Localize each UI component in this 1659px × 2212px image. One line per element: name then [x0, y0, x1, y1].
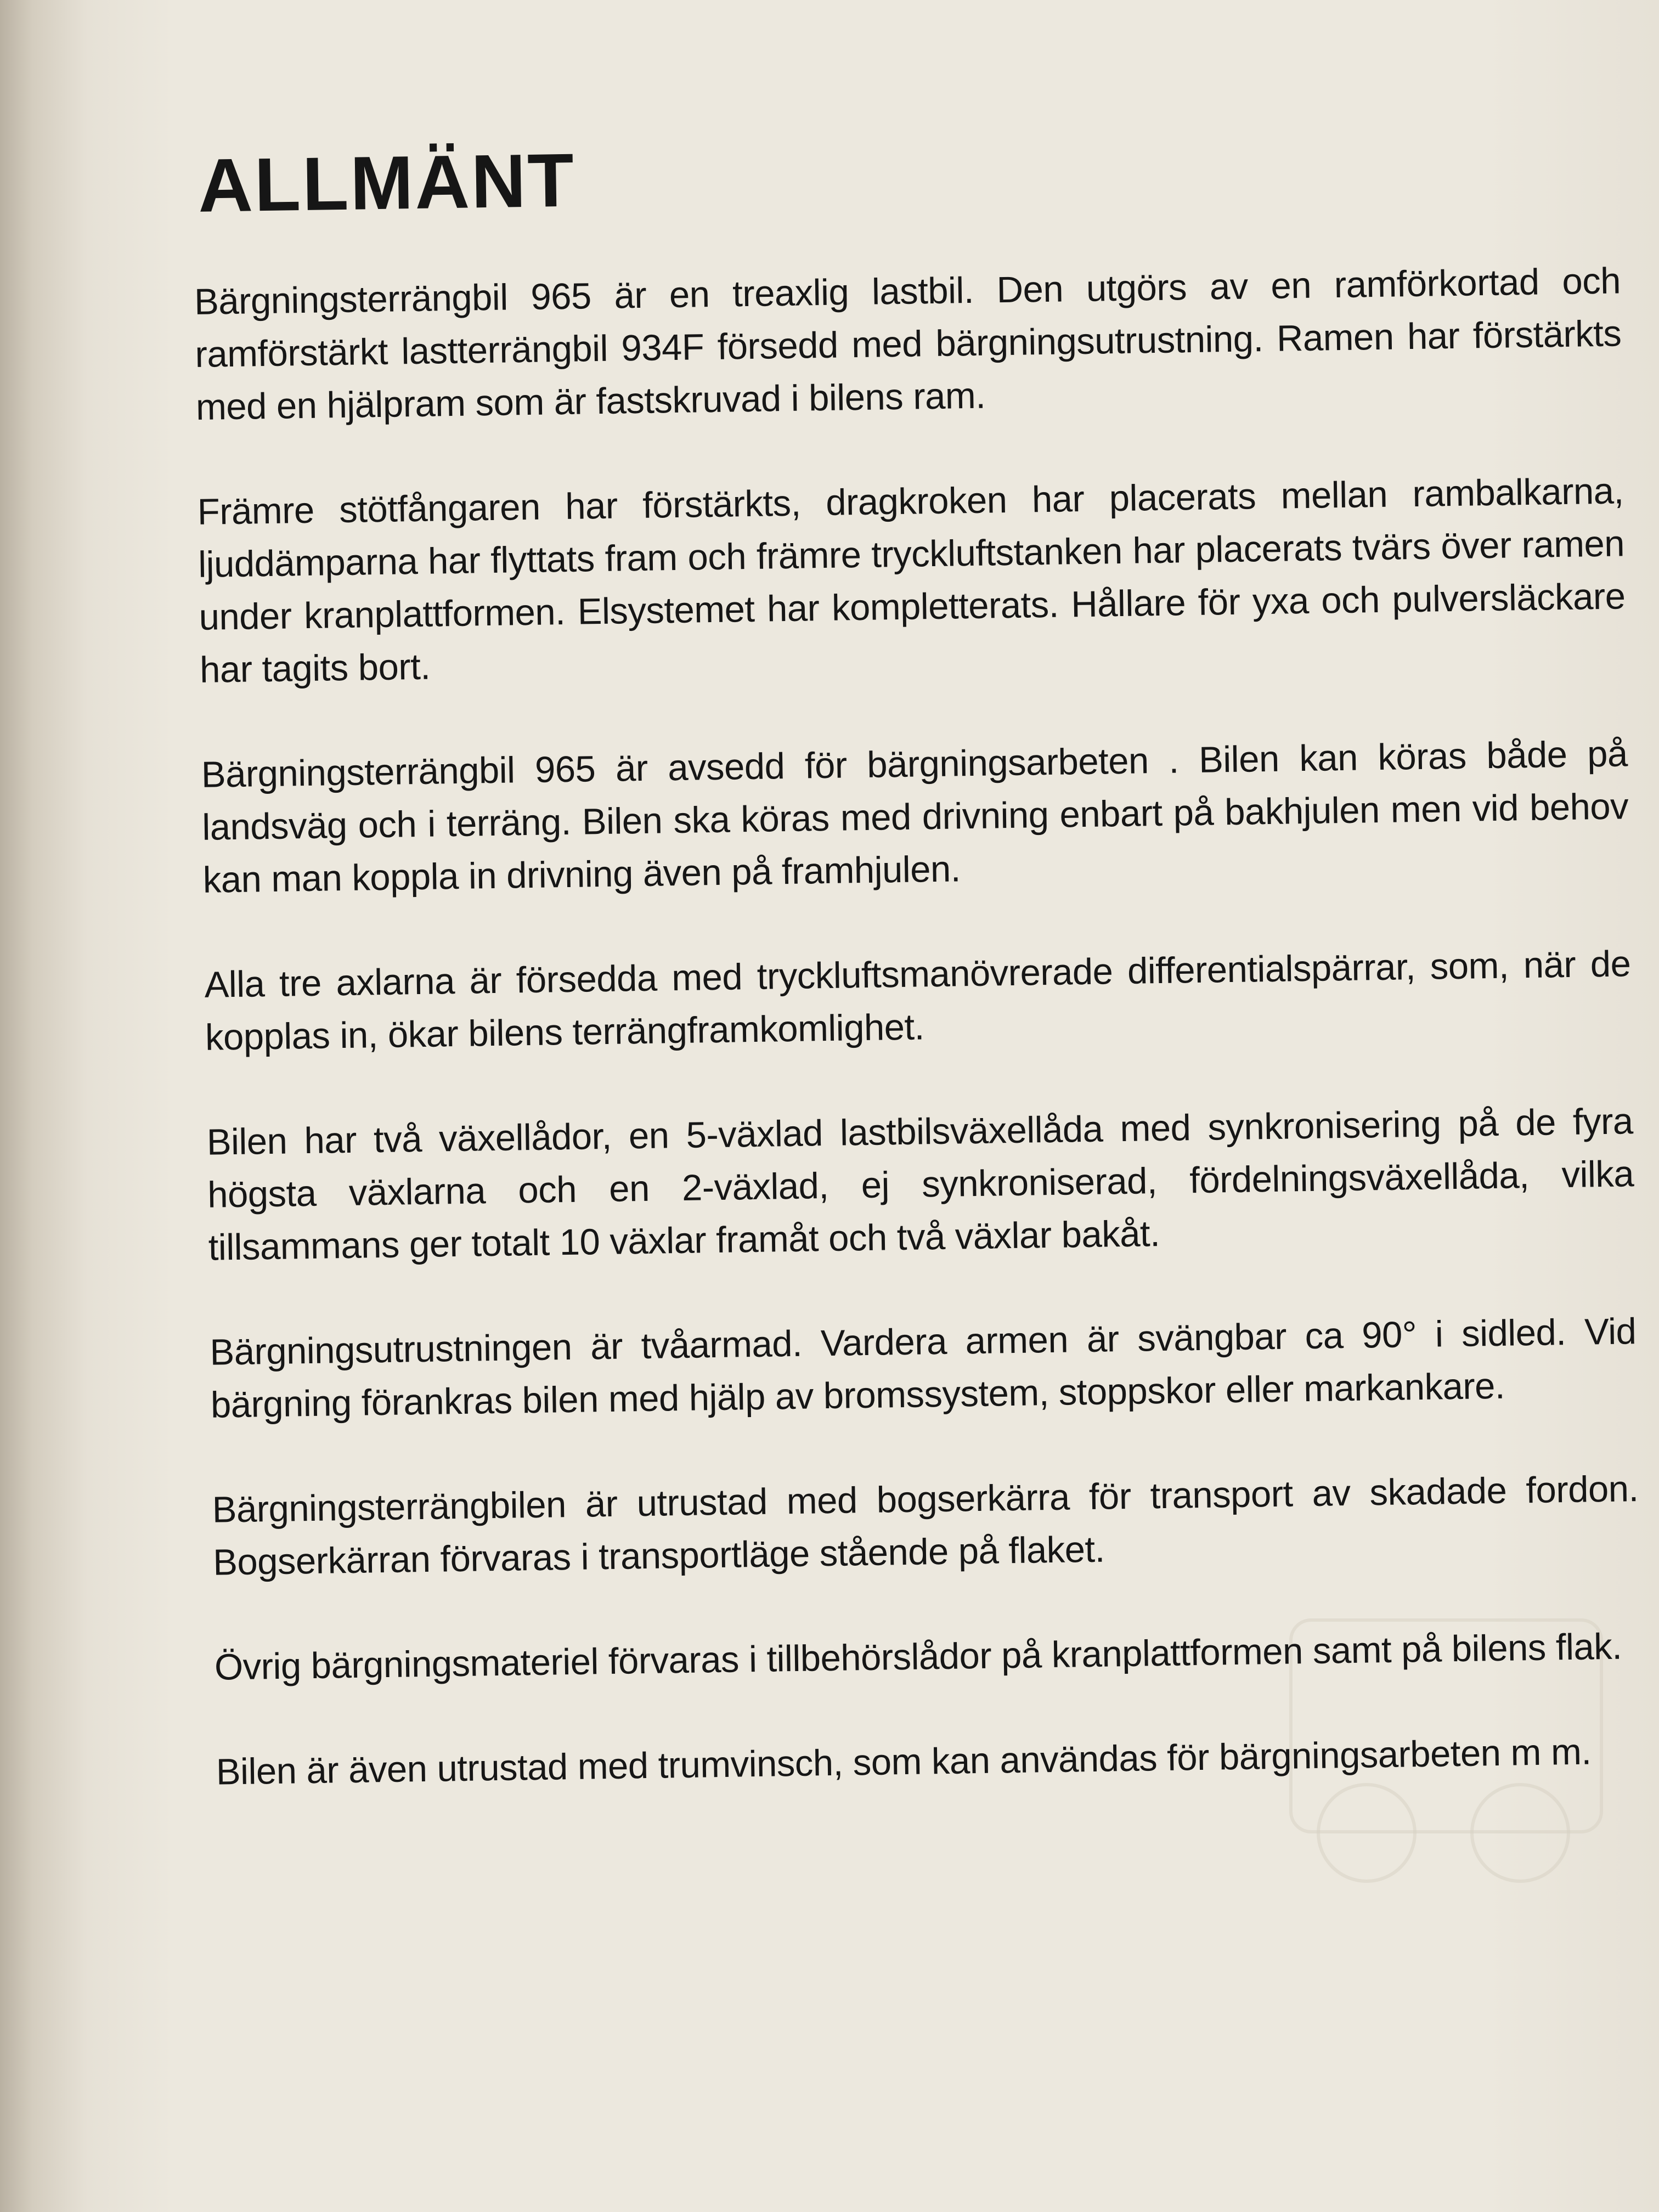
paragraph: Bärgningsterrängbil 965 är en treaxlig lastbil. Den utgörs av en ramförkortad och ramförstärkt lastterrängbil 934F försedd med bärgningsutrustning. Ramen har förstärkts med en hjälpram som är fastskruvad i bilens ram.	[194, 260, 1622, 428]
paragraph: Övrig bärgningsmateriel förvaras i tillbehörslådor på kranplattformen samt på bilens flak.	[214, 1626, 1622, 1688]
paragraph: Bärgningsterrängbilen är utrustad med bogserkärra för transport av skadade fordon. Bogserkärran förvaras i transportläge stående på flaket.	[212, 1468, 1639, 1583]
paragraph: Främre stötfångaren har förstärkts, dragkroken har placerats mellan rambalkarna, ljuddämparna har flyttats fram och främre tryckluftstanken har placerats tvärs över ramen under kranplattformen. Elsystemet har kompletterats. Hållare för yxa och pulversläckare har tagits bort.	[197, 470, 1626, 691]
page-content	[192, 127, 1644, 1850]
paragraph: Bärgningsterrängbil 965 är avsedd för bärgningsarbeten . Bilen kan köras både på landsväg och i terräng. Bilen ska köras med drivning enbart på bakhjulen men vid behov kan man koppla in drivning även på framhjulen.	[201, 733, 1629, 901]
paragraph: Bärgningsutrustningen är tvåarmad. Vardera armen är svängbar ca 90° i sidled. Vid bärgning förankras bilen med hjälp av bromssystem, stoppskor eller markankare.	[210, 1311, 1637, 1426]
paragraph: Bilen är även utrustad med trumvinsch, som kan användas för bärgningsarbeten m m.	[216, 1731, 1592, 1793]
section-heading: ALLMÄNT	[197, 138, 576, 228]
paragraph: Alla tre axlarna är försedda med tryckluftsmanövrerade differentialspärrar, som, när de kopplas in, ökar bilens terrängframkomlighet.	[204, 943, 1631, 1058]
paragraph: Bilen har två växellådor, en 5-växlad lastbilsväxellåda med synkronisering på de fyra högsta växlarna och en 2-växlad, ej synkroniserad, fördelningsväxellåda, vilka tillsammans ger totalt 10 växlar framåt och två växlar bakåt.	[206, 1101, 1634, 1268]
